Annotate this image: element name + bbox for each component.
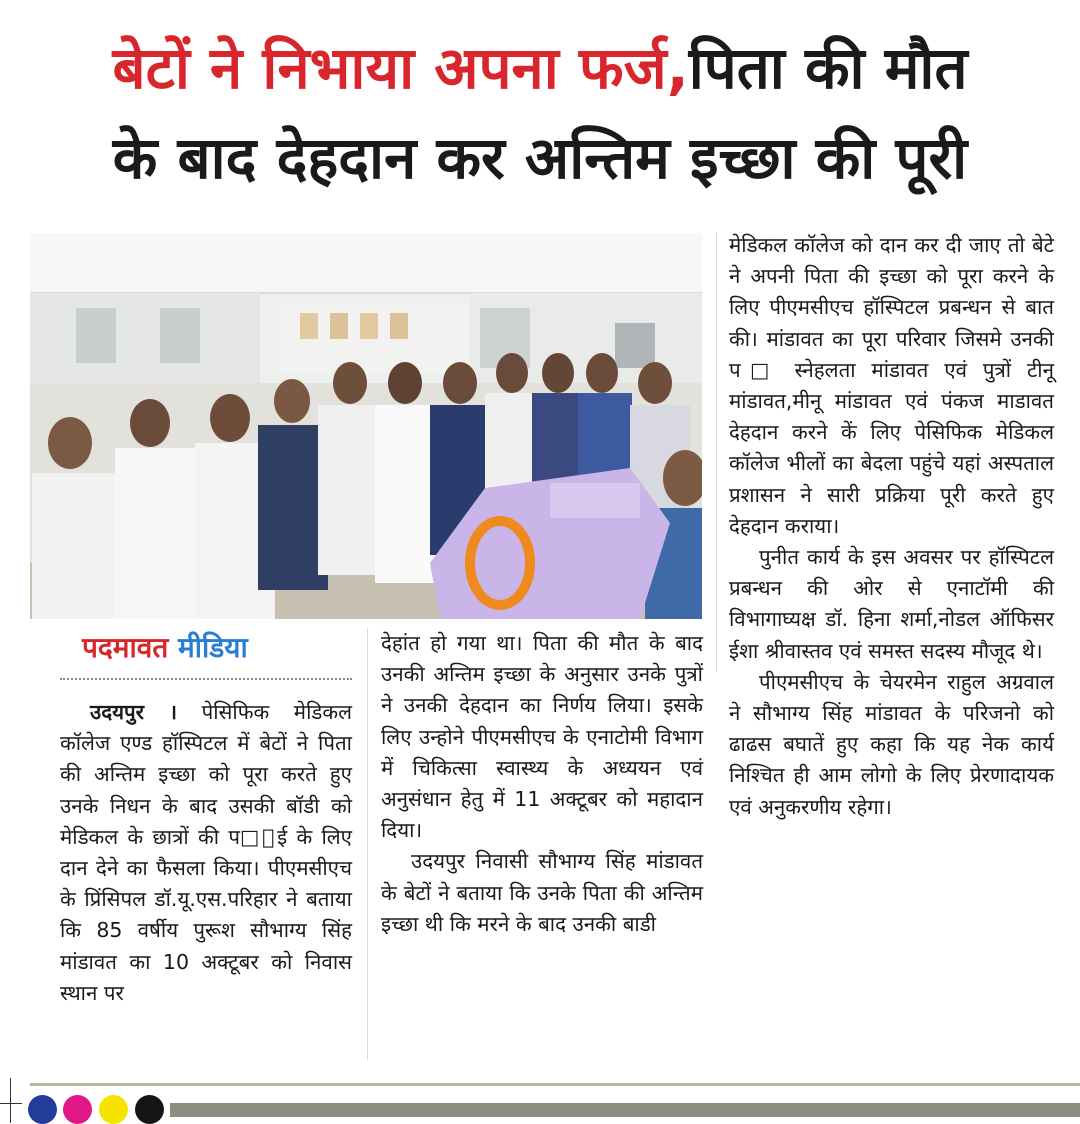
column-divider-left bbox=[367, 628, 368, 1060]
paragraph-text: पेसिफिक मेडिकल कॉलेज एण्ड हॉस्पिटल में बेटों ने पिता की अन्तिम इच्छा को पूरा करते हुए उनके निधन के बाद उसकी बॉडी को मेडिकल के छात्रों की प□ाई के लिए दान देने का फैसला किया। पीएमसीएच के प्रिंसिपल डॉ.यू.एस.परिहार ने बताया कि 85 वर्षीय पुरूश सौभाग्य सिंह मांडावत का 10 अक्टूबर को निवास स्थान पर bbox=[60, 700, 352, 1005]
byline-part-2: मीडिया bbox=[178, 631, 248, 664]
registration-dot-blue bbox=[28, 1095, 57, 1124]
article-column-middle bbox=[381, 628, 703, 940]
registration-dot-magenta bbox=[63, 1095, 92, 1124]
article-paragraph: उदयपुर निवासी सौभाग्य सिंह मांडावत के बेटों ने बताया कि उनके पिता की अन्तिम इच्छा थी कि मरने के बाद उनकी बाडी bbox=[381, 849, 703, 936]
registration-dot-yellow bbox=[99, 1095, 128, 1124]
bottom-color-bar bbox=[170, 1103, 1080, 1117]
headline-black-part: पिता की मौत bbox=[688, 34, 968, 102]
article-paragraph: मेडिकल कॉलेज को दान कर दी जाए तो बेटे ने अपनी पिता की इच्छा को पूरा करने के लिए पीएमसीएच हॉस्पिटल प्रबन्धन से बात की। मांडावत का पूरा परिवार जिसमे उनकी प□ स्नेहलता मांडावत एवं पुत्रों टीनू मांडावत,मीनू मांडावत एवं पंकज माडावत देहदान करने कें लिए पेसिफिक मेडिकल कॉलेज भीलों का बेदला पहुंचे यहां अस्पताल प्रशासन ने सारी प्रक्रिया पूरी करते हुए देहदान कराया। bbox=[729, 233, 1054, 538]
article-column-left bbox=[60, 697, 352, 1009]
column-divider-right bbox=[716, 232, 717, 672]
byline bbox=[82, 628, 248, 668]
registration-dot-black bbox=[135, 1095, 164, 1124]
article-paragraph: पुनीत कार्य के इस अवसर पर हॉस्पिटल प्रबन्धन की ओर से एनाटॉमी की विभागाघ्यक्ष डॉ. हिना शर्मा,नोडल ऑफिसर ईशा श्रीवास्तव एवं समस्त सदस्य मौजूद थे। bbox=[729, 545, 1054, 663]
crop-mark bbox=[10, 1078, 11, 1123]
dateline: उदयपुर । bbox=[90, 700, 177, 724]
news-photo bbox=[30, 233, 702, 619]
headline-red-part: बेटों ने निभाया अपना फर्ज, bbox=[112, 34, 689, 102]
article-paragraph: देहांत हो गया था। पिता की मौत के बाद उनकी अन्तिम इच्छा के अनुसार उनके पुत्रों ने उनकी देहदान का निर्णय लिया। इसके लिए उन्होने पीएमसीएच के एनाटोमी विभाग में चिकित्सा स्वास्थ्य के अध्ययन एवं अनुसंधान हेतु में 11 अक्टूबर को महादान दिया। bbox=[381, 631, 703, 843]
crop-mark bbox=[0, 1103, 22, 1104]
byline-divider bbox=[60, 678, 352, 680]
article-column-right bbox=[729, 230, 1054, 823]
article-paragraph bbox=[60, 697, 352, 1009]
bottom-rule bbox=[30, 1083, 1080, 1086]
headline-line-1 bbox=[0, 28, 1080, 108]
headline-line-2: के बाद देहदान कर अन्तिम इच्छा की पूरी bbox=[112, 124, 968, 192]
photo-illustration bbox=[30, 233, 702, 619]
article-paragraph: पीएमसीएच के चेयरमेन राहुल अग्रवाल ने सौभाग्य सिंह मांडावत के परिजनो को ढाढस बघातें हुए कहा कि यह नेक कार्य निश्चित ही आम लोगो के लिए प्रेरणादायक एवं अनुकरणीय रहेगा। bbox=[729, 669, 1054, 819]
byline-part-1: पदमावत bbox=[82, 631, 169, 664]
